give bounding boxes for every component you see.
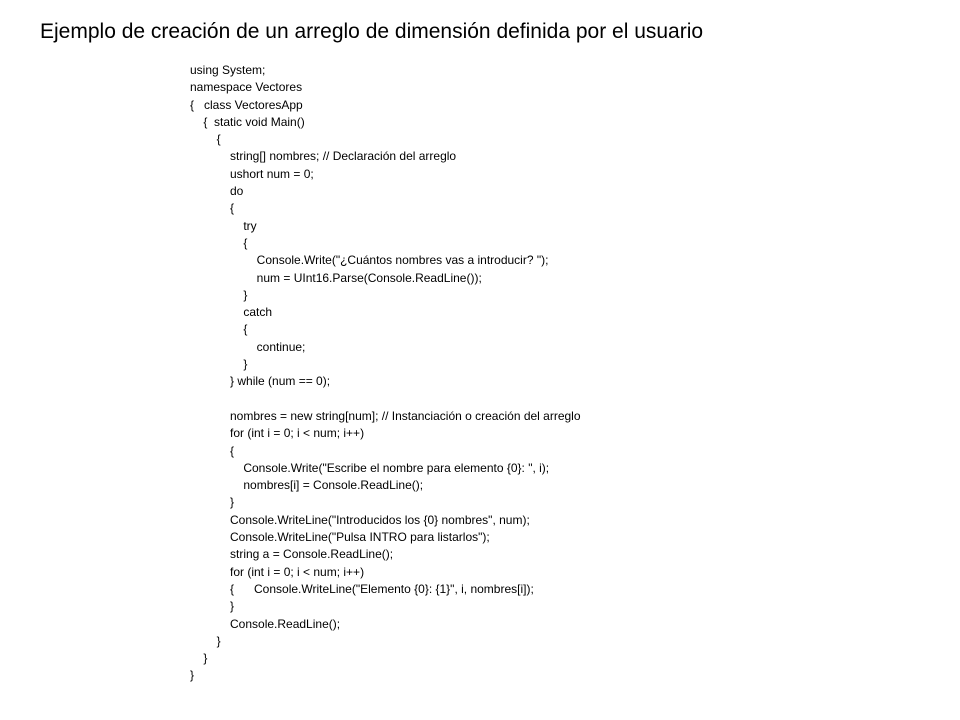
code-line: using System;: [190, 63, 266, 77]
code-line: {: [190, 322, 248, 337]
code-line: catch: [190, 305, 273, 320]
code-line: continue;: [190, 339, 306, 354]
code-line: string[] nombres; // Declaración del arreglo: [190, 149, 457, 164]
code-line: }: [190, 287, 248, 302]
code-line: }: [190, 495, 235, 510]
code-line: nombres = new string[num]; // Instanciación o creación del arreglo: [190, 408, 581, 423]
code-line: Console.ReadLine();: [190, 616, 341, 631]
code-line: namespace Vectores: [190, 80, 303, 95]
code-line: }: [190, 668, 195, 683]
code-line: string a = Console.ReadLine();: [190, 547, 394, 562]
code-line: }: [190, 599, 235, 614]
code-line: { class VectoresApp: [190, 97, 303, 112]
code-line: num = UInt16.Parse(Console.ReadLine());: [190, 270, 482, 285]
code-line: }: [190, 651, 208, 666]
code-line: ushort num = 0;: [190, 166, 314, 181]
code-line: Console.Write("Escribe el nombre para elemento {0}: ", i);: [190, 460, 550, 475]
code-line: { Console.WriteLine("Elemento {0}: {1}", i, nombres[i]);: [190, 581, 534, 596]
code-line: } while (num == 0);: [190, 374, 331, 389]
code-line: try: [190, 218, 257, 233]
code-line: {: [190, 132, 221, 147]
code-line: for (int i = 0; i < num; i++): [190, 564, 365, 579]
code-block: [190, 62, 581, 685]
code-line: {: [190, 443, 235, 458]
code-line: nombres[i] = Console.ReadLine();: [190, 478, 424, 493]
code-line: {: [190, 235, 248, 250]
code-line: {: [190, 201, 235, 216]
code-line: }: [190, 357, 248, 372]
code-line: do: [190, 184, 244, 199]
code-line: [190, 391, 581, 408]
code-line: Console.WriteLine("Pulsa INTRO para listarlos");: [190, 530, 490, 545]
code-line: for (int i = 0; i < num; i++): [190, 426, 365, 441]
code-line: Console.Write("¿Cuántos nombres vas a introducir? ");: [190, 253, 549, 268]
code-line: { static void Main(): [190, 114, 305, 129]
slide-title: Ejemplo de creación de un arreglo de dimensión definida por el usuario: [40, 20, 704, 43]
code-line: }: [190, 633, 221, 648]
code-line: Console.WriteLine("Introducidos los {0} nombres", num);: [190, 512, 530, 527]
